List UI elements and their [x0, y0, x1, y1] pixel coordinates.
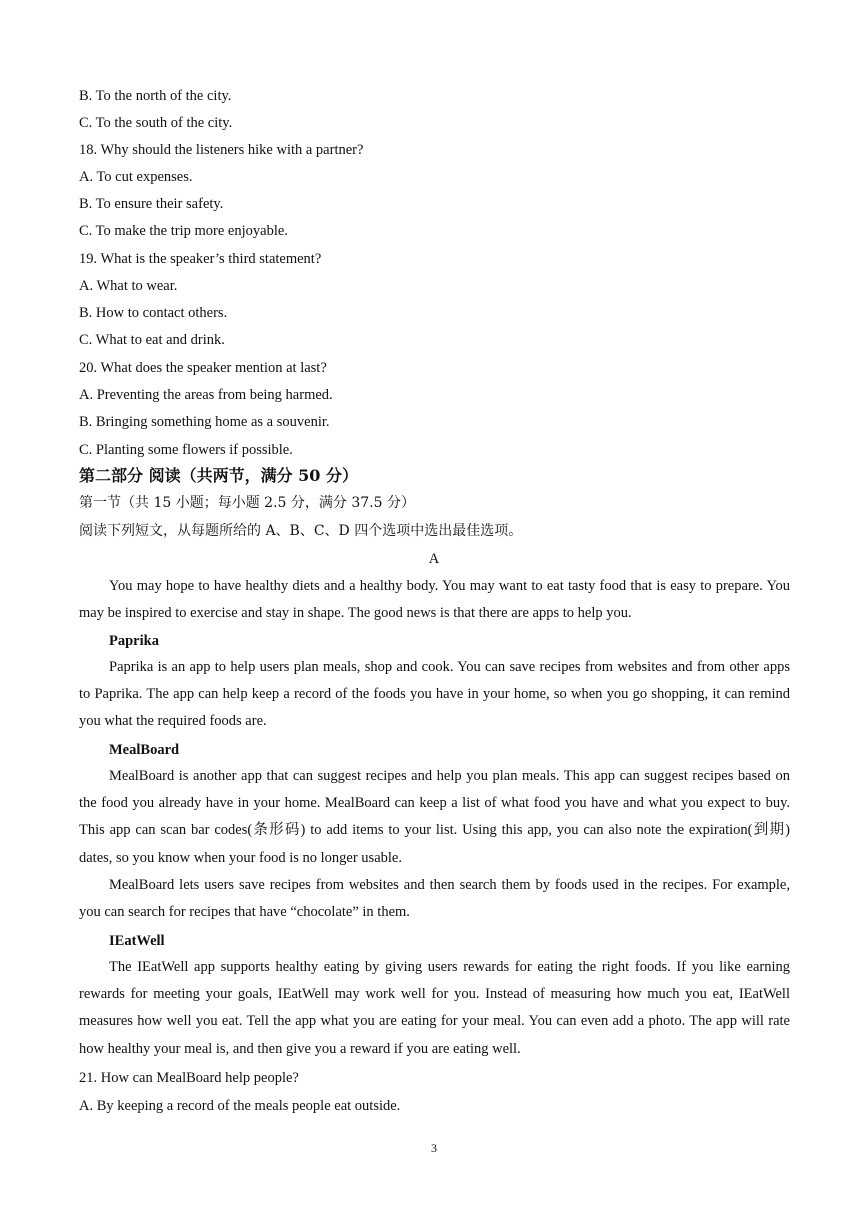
question-19: 19. What is the speaker’s third statement? — [79, 251, 322, 267]
mealboard-paragraph-1: MealBoard is another app that can suggest recipes and help you plan meals. This app can suggest recipes based on the food you already have in your home. MealBoard can keep a list of what food you have and what you expect to buy. This app can scan bar codes(条形码) to add items to your list. Using this app, you can also note the expiration(到期) dates, so you know when your food is no longer usable. — [79, 768, 790, 866]
intro-paragraph: You may hope to have healthy diets and a healthy body. You may want to eat tasty food that is easy to prepare. You may be inspired to exercise and stay in shape. The good news is that there are apps to help you. — [79, 578, 790, 622]
option-21a: A. By keeping a record of the meals people eat outside. — [79, 1098, 401, 1114]
question-20: 20. What does the speaker mention at last? — [79, 360, 327, 376]
option-19c: C. What to eat and drink. — [79, 332, 225, 348]
option-18c: C. To make the trip more enjoyable. — [79, 223, 288, 239]
question-21: 21. How can MealBoard help people? — [79, 1070, 299, 1086]
paprika-paragraph: Paprika is an app to help users plan meals, shop and cook. You can save recipes from websites and from other apps to Paprika. The app can help keep a record of the foods you have in your home, so when you go shopping, it can remind you what the required foods are. — [79, 659, 790, 730]
passage-label: A — [428, 551, 440, 567]
mealboard-heading: MealBoard — [109, 742, 180, 758]
ieatwell-paragraph: The IEatWell app supports healthy eating by giving users rewards for eating the right foods. If you like earning rewards for meeting your goals, IEatWell may work well for you. Instead of measuring how much you eat, IEatWell measures how well you eat. Tell the app what you are eating for your meal. You can even add a photo. The app will rate how healthy your meal is, and then give you a reward if you are eating well. — [79, 959, 790, 1057]
page-number: 3 — [431, 1141, 437, 1155]
option-17b: B. To the north of the city. — [79, 88, 232, 104]
question-18: 18. Why should the listeners hike with a partner? — [79, 142, 364, 158]
ieatwell-heading: IEatWell — [109, 933, 165, 949]
instruction: 阅读下列短文，从每题所给的 A、B、C、D 四个选项中选出最佳选项。 — [79, 523, 523, 539]
section-title: 第一节（共 15 小题；每小题 2.5 分，满分 37.5 分） — [79, 495, 415, 511]
option-20c: C. Planting some flowers if possible. — [79, 442, 293, 458]
option-20a: A. Preventing the areas from being harmed. — [79, 387, 333, 403]
paprika-heading: Paprika — [109, 633, 159, 649]
option-19a: A. What to wear. — [79, 278, 178, 294]
option-19b: B. How to contact others. — [79, 305, 228, 321]
part-title: 第二部分 阅读（共两节，满分 50 分） — [79, 466, 358, 485]
option-17c: C. To the south of the city. — [79, 115, 233, 131]
option-20b: B. Bringing something home as a souvenir. — [79, 414, 330, 430]
option-18b: B. To ensure their safety. — [79, 196, 224, 212]
option-18a: A. To cut expenses. — [79, 169, 193, 185]
mealboard-paragraph-2: MealBoard lets users save recipes from websites and then search them by foods used in the recipes. For example, you can search for recipes that have “chocolate” in them. — [79, 877, 790, 921]
